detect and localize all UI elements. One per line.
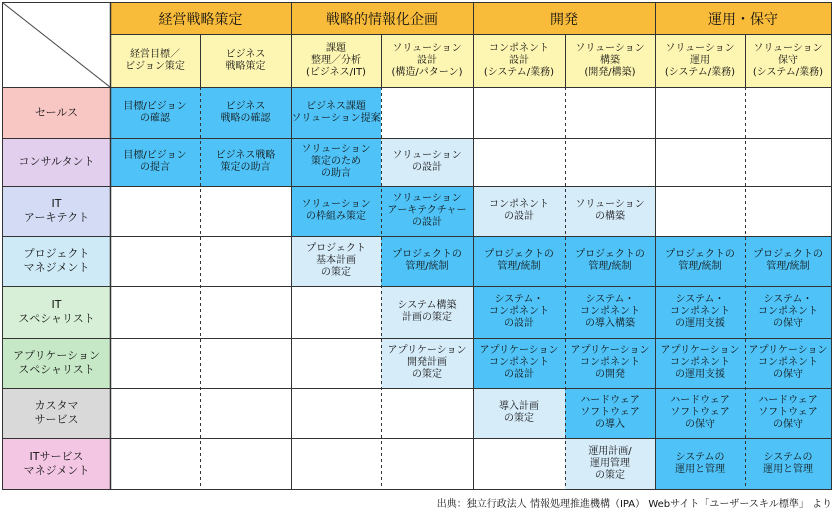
matrix-cell [200,338,291,388]
step-header: ビジネス 戦略策定 [200,34,291,87]
matrix-cell: ソリューション の構築 [565,186,655,236]
matrix-cell [200,388,291,438]
matrix-cell: 運用計画/ 運用管理 の策定 [565,438,655,489]
matrix-cell: プロジェクトの 管理/統制 [745,236,831,286]
matrix-cell [655,138,745,186]
role-label: IT アーキテクト [3,186,110,236]
matrix-cell [110,388,200,438]
phase-header: 開発 [473,3,655,34]
matrix-cell: ソリューション の設計 [381,138,473,186]
matrix-cell [200,186,291,236]
matrix-cell [473,438,565,489]
step-header: ソリューション 保守 (システム/業務) [745,34,831,87]
matrix-cell [745,186,831,236]
matrix-cell: ソリューション アーキテクチャー の設計 [381,186,473,236]
phase-header: 戦略的情報化企画 [291,3,473,34]
matrix-cell [381,438,473,489]
phase-header: 経営戦略策定 [110,3,291,34]
matrix-cell [110,338,200,388]
matrix-cell: アプリケーション コンポネント の開発 [565,338,655,388]
matrix-cell: 導入計画 の策定 [473,388,565,438]
matrix-cell [473,138,565,186]
matrix-cell: ビジネス 戦略の確認 [200,87,291,138]
corner-diagonal [3,3,110,87]
matrix-cell: ソリューション の枠組み策定 [291,186,381,236]
matrix-cell [291,338,381,388]
step-header: 経営目標／ ビジョン策定 [110,34,200,87]
role-label: IT スペシャリスト [3,286,110,338]
matrix-cell: 目標/ビジョン の提言 [110,138,200,186]
matrix-cell: アプリケーション コンポネント の保守 [745,338,831,388]
matrix-cell: プロジェクトの 管理/統制 [473,236,565,286]
matrix-cell [291,286,381,338]
step-header: コンポネント 設計 (システム/業務) [473,34,565,87]
matrix-cell: ビジネス戦略 策定の助言 [200,138,291,186]
matrix-cell: システム・ コンポネント の運用支援 [655,286,745,338]
matrix-cell [473,87,565,138]
matrix-cell [200,438,291,489]
matrix-cell [110,186,200,236]
matrix-cell: ハードウェア ソフトウェア の保守 [655,388,745,438]
matrix-cell: システム・ コンポネント の保守 [745,286,831,338]
matrix-cell [565,87,655,138]
matrix-cell: ソリューション 策定のため の助言 [291,138,381,186]
matrix-cell: システム・ コンポネント の設計 [473,286,565,338]
matrix-cell [745,138,831,186]
role-label: カスタマ サービス [3,388,110,438]
role-label: アプリケーション スペシャリスト [3,338,110,388]
matrix-cell: ビジネス課題 ソリューション提案 [291,87,381,138]
matrix-cell: システムの 運用と管理 [745,438,831,489]
matrix-cell [291,438,381,489]
step-header: ソリューション 設計 (構造/パターン) [381,34,473,87]
matrix-cell: システムの 運用と管理 [655,438,745,489]
matrix-cell [200,236,291,286]
matrix-cell: コンポネント の設計 [473,186,565,236]
matrix-cell [381,388,473,438]
matrix-cell: ハードウェア ソフトウェア の導入 [565,388,655,438]
matrix-cell: プロジェクトの 管理/統制 [655,236,745,286]
role-label: コンサルタント [3,138,110,186]
matrix-cell [381,87,473,138]
matrix-cell [565,138,655,186]
skill-matrix [2,2,832,490]
matrix-cell: プロジェクトの 管理/統制 [565,236,655,286]
source-note: 出典：独立行政法人 情報処理推進機構（IPA） Webサイト「ユーザースキル標準」 より [436,499,832,510]
matrix-cell: システム構築 計画の策定 [381,286,473,338]
matrix-cell [110,438,200,489]
matrix-cell: ハードウェア ソフトウェア の保守 [745,388,831,438]
matrix-cell: プロジェクト 基本計画 の策定 [291,236,381,286]
matrix-cell [655,87,745,138]
role-label: ITサービス マネジメント [3,438,110,489]
matrix-cell: アプリケーション コンポネント の設計 [473,338,565,388]
matrix-cell [745,87,831,138]
matrix-cell [655,186,745,236]
matrix-cell: アプリケーション 開発計画 の策定 [381,338,473,388]
matrix-cell [200,286,291,338]
phase-header: 運用・保守 [655,3,831,34]
step-header: 課題 整理／分析 (ビジネス/IT) [291,34,381,87]
matrix-cell [110,236,200,286]
step-header: ソリューション 運用 (システム/業務) [655,34,745,87]
matrix-cell: アプリケーション コンポネント の運用支援 [655,338,745,388]
matrix-cell [110,286,200,338]
matrix-cell: 目標/ビジョン の確認 [110,87,200,138]
role-label: セールス [3,87,110,138]
matrix-cell [291,388,381,438]
matrix-cell: プロジェクトの 管理/統制 [381,236,473,286]
role-label: プロジェクト マネジメント [3,236,110,286]
step-header: ソリューション 構築 (開発/構築) [565,34,655,87]
matrix-cell: システム・ コンポネント の導入構築 [565,286,655,338]
